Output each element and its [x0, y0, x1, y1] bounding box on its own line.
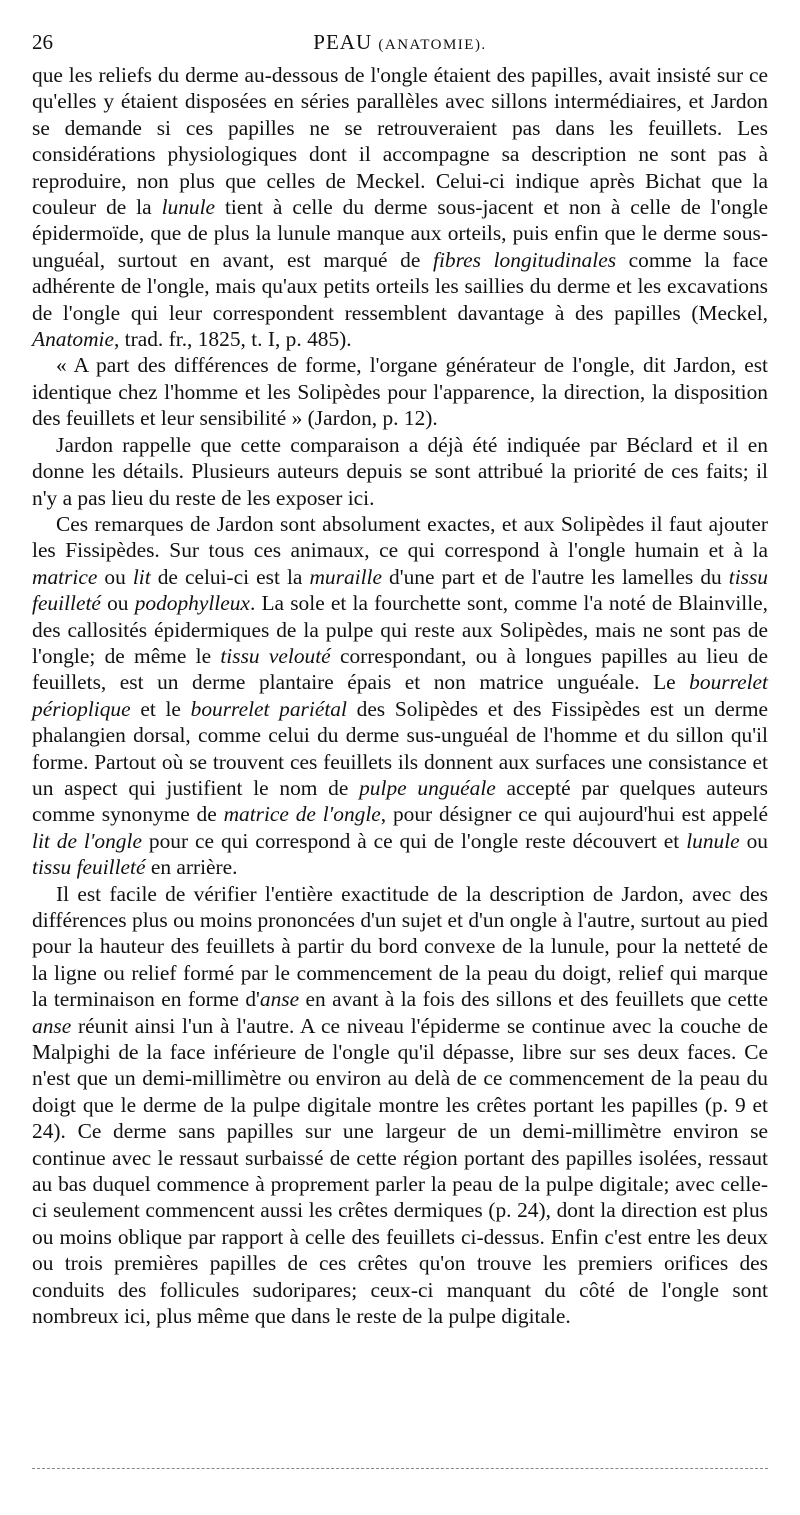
- text-run: des Solipèdes et des Fissipèdes est un derme phalangien dorsal, comme celui du derme sus-unguéal de l'homme et du sillon qu'il forme. Partout où se trouvent ces feuillets ils donnent aux surfaces une consistance et un aspect qui justifient le nom de: [32, 696, 768, 800]
- text-run: , pour désigner ce qui aujourd'hui est appelé: [380, 802, 768, 827]
- italic-text: matrice: [32, 564, 98, 589]
- text-run: . La sole et la fourchette sont, comme l'a noté de Blainville, des callosités épidermiques de la pulpe qui reste aux Solipèdes, mais ne sont pas de l'ongle; de même le: [32, 591, 768, 668]
- text-run: tient à celle du derme sous-jacent et non à celle de l'ongle épidermoïde, que de plus la lunule manque aux orteils, puis enfin que le derme sous-unguéal, surtout en avant, est marqué de: [32, 195, 769, 272]
- italic-text: lit de l'ongle: [32, 828, 142, 853]
- italic-text: fibres longitudinales: [433, 247, 617, 272]
- text-run: en arrière.: [145, 855, 238, 880]
- text-run: ou: [97, 564, 133, 589]
- text-run: accepté par quelques auteurs comme synonyme de: [32, 775, 769, 827]
- italic-text: muraille: [309, 564, 382, 589]
- italic-text: anse: [259, 987, 300, 1012]
- body-text: [32, 62, 768, 1330]
- text-run: correspondant, ou à longues papilles au lieu de feuillets, est un derme plantaire épais et non matrice unguéale. Le: [32, 643, 768, 695]
- text-run: et le: [130, 696, 191, 721]
- italic-text: lunule: [161, 195, 216, 220]
- paragraph: [32, 352, 768, 431]
- text-run: que les reliefs du derme au-dessous de l'ongle étaient des papilles, avait insisté sur ce qu'elles y étaient disposées en séries parallèles avec sillons intermédiaires, et Jardon se demande si ces papilles ne se retrouveraient pas dans les feuillets. Les considérations physiologiques dont il accompagne sa description ne sont pas à reproduire, non plus que celles de Meckel. Celui-ci indique après Bichat que la couleur de la: [32, 63, 768, 220]
- italic-text: tissu velouté: [220, 643, 331, 668]
- italic-text: bourrelet périoplique: [32, 670, 768, 721]
- italic-text: lunule: [686, 828, 740, 853]
- running-title-main: PEAU: [313, 30, 373, 54]
- text-run: pour ce qui correspond à ce qui de l'ongle reste découvert et: [141, 828, 687, 853]
- text-run: Ces remarques de Jardon sont absolument exactes, et aux Solipèdes il faut ajouter les Fissipèdes. Sur tous ces animaux, ce qui correspond à l'ongle humain et à la: [32, 511, 768, 563]
- text-run: ou: [739, 828, 768, 853]
- italic-text: pulpe unguéale: [359, 775, 496, 800]
- footer-rule: [32, 1468, 768, 1469]
- text-run: Jardon rappelle que cette comparaison a déjà été indiquée par Béclard et il en donne les détails. Plusieurs auteurs depuis se sont attribué la priorité de ces faits; il n'y a pas lieu du reste de les exposer ici.: [32, 432, 768, 510]
- text-run: ou: [100, 591, 135, 616]
- text-run: « A part des différences de forme, l'organe générateur de l'ongle, dit Jardon, est identique chez l'homme et les Solipèdes pour l'apparence, la direction, la disposition des feuillets et leur sensibilité » (Jardon, p. 12).: [32, 353, 768, 431]
- italic-text: podophylleux: [134, 591, 250, 616]
- page-number: 26: [32, 30, 53, 54]
- running-title: [32, 30, 768, 55]
- paragraph: [32, 511, 768, 881]
- text-run: comme la face adhérente de l'ongle, mais qu'aux petits orteils les saillies du derme et les excavations de l'ongle qui leur correspondent ressemblent davantage à des papilles (Meckel,: [32, 247, 769, 325]
- text-run: Il est facile de vérifier l'entière exactitude de la description de Jardon, avec des différences plus ou moins prononcées d'un sujet et d'un ongle à l'autre, surtout au pied pour la hauteur des feuillets à partir du bord convexe de la lunule, pour la netteté de la ligne ou relief formé par le commencement de la peau du doigt, relief qui marque la terminaison en forme d': [32, 881, 768, 1012]
- text-run: réunit ainsi l'un à l'autre. A ce niveau l'épiderme se continue avec la couche de Malpighi de la face inférieure de l'ongle qu'il dépasse, libre sur ses deux faces. Ce n'est que un demi-millimètre ou environ au delà de ce commencement de la peau du doigt que le derme de la pulpe digitale montre les crêtes portant les papilles (p. 9 et 24). Ce derme sans papilles sur une largeur de un demi-millimètre environ se continue avec le ressaut surbaissé de cette région portant des papilles isolées, ressaut au bas duquel commence à proprement parler la peau de la pulpe digitale; avec celle-ci seulement commencent aussi les crêtes dermiques (p. 24), dont la direction est plus ou moins oblique par rapport à celle des feuillets ci-dessus. Enfin c'est entre les deux ou trois premières papilles de ces crêtes qu'on trouve les premiers orifices des conduits des follicules sudoripares; ceux-ci manquant du côté de l'ongle sont nombreux ici, plus même que dans le reste de la pulpe digitale.: [32, 1013, 768, 1329]
- italic-text: Anatomie: [32, 327, 114, 352]
- italic-text: matrice de l'ongle: [223, 802, 381, 827]
- text-run: en avant à la fois des sillons et des feuillets que cette: [299, 987, 768, 1012]
- text-run: , trad. fr., 1825, t. I, p. 485).: [113, 327, 352, 352]
- running-title-subtitle: (ANATOMIE).: [378, 37, 487, 53]
- italic-text: anse: [32, 1013, 72, 1038]
- italic-text: lit: [132, 564, 151, 589]
- italic-text: tissu feuilleté: [32, 564, 768, 616]
- page-header: [32, 30, 768, 60]
- paragraph: [32, 881, 768, 1330]
- paragraph: [32, 432, 768, 511]
- text-run: de celui-ci est la: [150, 564, 310, 589]
- paragraph: [32, 62, 768, 352]
- text-run: d'une part et de l'autre les lamelles du: [381, 564, 729, 589]
- italic-text: bourrelet pariétal: [190, 696, 347, 721]
- italic-text: tissu feuilleté: [32, 855, 146, 880]
